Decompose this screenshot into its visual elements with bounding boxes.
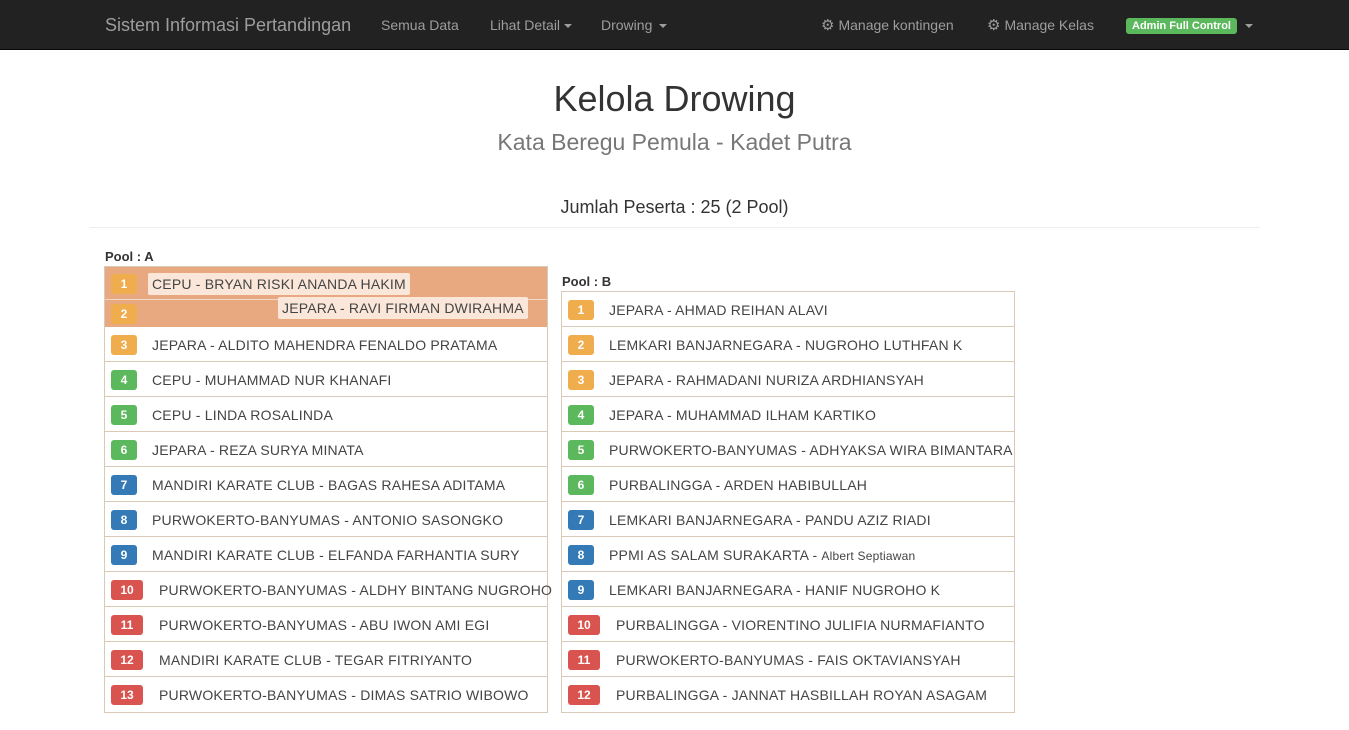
nav-drowing[interactable] <box>601 0 667 50</box>
list-item[interactable] <box>562 432 1014 467</box>
nav-semua-data[interactable]: Semua Data <box>381 17 459 33</box>
list-item[interactable] <box>562 397 1014 432</box>
participant-name <box>609 547 915 563</box>
pool-a-label: Pool : A <box>105 249 154 264</box>
list-item[interactable] <box>562 502 1014 537</box>
number-badge: 4 <box>111 370 137 390</box>
participant-name-text: PURBALINGGA - JANNAT HASBILLAH ROYAN ASAGAM <box>616 687 988 703</box>
chevron-down-icon <box>1245 24 1253 28</box>
participant-name <box>616 687 987 703</box>
number-badge: 9 <box>568 580 594 600</box>
pool-a-list <box>104 266 553 713</box>
admin-badge: Admin Full Control <box>1126 18 1237 34</box>
participant-name-text: JEPARA - MUHAMMAD ILHAM KARTIKO <box>609 407 877 423</box>
drag-placeholder[interactable] <box>105 267 547 327</box>
participant-name <box>616 617 985 633</box>
list-item[interactable] <box>105 397 547 432</box>
participant-name-text: MANDIRI KARATE CLUB - ELFANDA FARHANTIA SURY <box>152 547 520 563</box>
participant-name-text: MANDIRI KARATE CLUB - TEGAR FITRIYANTO <box>159 652 473 668</box>
number-badge: 1 <box>111 274 137 294</box>
participant-name <box>152 337 497 353</box>
list-item[interactable] <box>562 292 1014 327</box>
number-badge: 2 <box>568 335 594 355</box>
number-badge: 3 <box>568 370 594 390</box>
participant-name <box>616 652 961 668</box>
list-item[interactable] <box>105 502 547 537</box>
list-item[interactable] <box>562 362 1014 397</box>
list-item[interactable] <box>562 642 1014 677</box>
number-badge: 7 <box>568 510 594 530</box>
nav-manage-kontingen-label: Manage kontingen <box>838 17 954 33</box>
participant-name-text: LEMKARI BANJARNEGARA - PANDU AZIZ RIADI <box>609 512 931 528</box>
participant-name <box>609 582 940 598</box>
number-badge: 10 <box>111 580 143 600</box>
participant-name <box>609 337 962 353</box>
nav-drowing-label: Drowing <box>601 17 653 33</box>
number-badge: 3 <box>111 335 137 355</box>
participant-name-text: PURWOKERTO-BANYUMAS - ANTONIO SASONGKO <box>152 512 504 528</box>
list-item[interactable] <box>562 467 1014 502</box>
nav-manage-kelas[interactable] <box>987 0 1094 50</box>
top-navbar <box>0 0 1349 50</box>
number-badge: 12 <box>111 650 143 670</box>
number-badge: 4 <box>568 405 594 425</box>
participant-name-text: CEPU - MUHAMMAD NUR KHANAFI <box>152 372 392 388</box>
participant-name-text: PURWOKERTO-BANYUMAS - ALDHY BINTANG NUGROHO <box>159 582 553 598</box>
participant-name <box>609 302 828 318</box>
participant-name <box>152 372 392 388</box>
participant-name <box>152 512 503 528</box>
participant-name-text: LEMKARI BANJARNEGARA - HANIF NUGROHO K <box>609 582 941 598</box>
pool-b-list <box>561 291 1015 713</box>
page-title: Kelola Drowing <box>553 78 796 119</box>
participant-name <box>159 617 489 633</box>
list-item[interactable] <box>105 642 547 677</box>
chevron-down-icon <box>564 24 572 28</box>
list-item[interactable] <box>105 572 553 607</box>
dragged-item[interactable]: JEPARA - RAVI FIRMAN DWIRAHMA <box>278 297 528 319</box>
participant-name <box>609 512 931 528</box>
participant-name-text: JEPARA - ALDITO MAHENDRA FENALDO PRATAMA <box>152 337 498 353</box>
participant-name-text: PURWOKERTO-BANYUMAS - ADHYAKSA WIRA BIMANTARA <box>609 442 1013 458</box>
number-badge: 13 <box>111 685 143 705</box>
list-item[interactable] <box>562 607 1014 642</box>
number-badge: 2 <box>111 304 137 324</box>
participant-name-text: MANDIRI KARATE CLUB - BAGAS RAHESA ADITAMA <box>152 477 506 493</box>
participant-name-text: JEPARA - REZA SURYA MINATA <box>152 442 364 458</box>
participant-name <box>159 652 472 668</box>
nav-manage-kontingen[interactable] <box>821 0 954 50</box>
nav-lihat-detail-label: Lihat Detail <box>490 17 561 33</box>
gear-icon: ⚙ <box>987 17 1001 34</box>
participant-name <box>609 372 924 388</box>
list-item[interactable] <box>105 327 547 362</box>
list-item[interactable] <box>105 362 547 397</box>
list-item[interactable] <box>562 327 1014 362</box>
divider <box>90 227 1260 228</box>
number-badge: 8 <box>568 545 594 565</box>
participant-name-text: PURBALINGGA - VIORENTINO JULIFIA NURMAFIANTO <box>616 617 985 633</box>
participant-name <box>152 477 505 493</box>
number-badge: 12 <box>568 685 600 705</box>
participant-name <box>609 477 867 493</box>
participant-name <box>609 442 1013 458</box>
list-item[interactable] <box>105 677 547 712</box>
participant-name-text: CEPU - LINDA ROSALINDA <box>152 407 333 423</box>
number-badge: 7 <box>111 475 137 495</box>
participant-name-text: PURWOKERTO-BANYUMAS - FAIS OKTAVIANSYAH <box>616 652 961 668</box>
participant-name-text: PURBALINGGA - ARDEN HABIBULLAH <box>609 477 868 493</box>
number-badge: 9 <box>111 545 137 565</box>
nav-lihat-detail[interactable] <box>490 0 572 50</box>
number-badge: 6 <box>111 440 137 460</box>
participant-name <box>159 582 552 598</box>
participant-name <box>152 547 520 563</box>
participant-name-text: PURWOKERTO-BANYUMAS - DIMAS SATRIO WIBOWO <box>159 687 529 703</box>
pool-b-label: Pool : B <box>562 274 612 289</box>
number-badge: 5 <box>111 405 137 425</box>
dragged-item[interactable]: CEPU - BRYAN RISKI ANANDA HAKIM <box>148 273 410 295</box>
participant-name <box>159 687 529 703</box>
participant-name-text: PPMI AS SALAM SURAKARTA - <box>609 547 822 563</box>
number-badge: 6 <box>568 475 594 495</box>
number-badge: 5 <box>568 440 594 460</box>
gear-icon: ⚙ <box>821 17 835 34</box>
list-item[interactable] <box>562 677 1014 712</box>
number-badge: 1 <box>568 300 594 320</box>
list-item[interactable] <box>105 537 547 572</box>
participant-count: Jumlah Peserta : 25 (2 Pool) <box>560 197 789 217</box>
number-badge: 8 <box>111 510 137 530</box>
list-item[interactable] <box>562 537 1014 572</box>
nav-manage-kelas-label: Manage Kelas <box>1004 17 1094 33</box>
participant-name <box>152 442 364 458</box>
participant-name-text: JEPARA - AHMAD REIHAN ALAVI <box>609 302 828 318</box>
participant-name-text: PURWOKERTO-BANYUMAS - ABU IWON AMI EGI <box>159 617 490 633</box>
navbar-brand[interactable]: Sistem Informasi Pertandingan <box>105 15 352 35</box>
page-subtitle: Kata Beregu Pemula - Kadet Putra <box>497 129 852 155</box>
participant-name-small: Albert Septiawan <box>821 549 916 563</box>
list-item[interactable] <box>562 572 1014 607</box>
number-badge: 11 <box>111 615 143 635</box>
list-item[interactable] <box>105 432 547 467</box>
participant-name-text: LEMKARI BANJARNEGARA - NUGROHO LUTHFAN K <box>609 337 963 353</box>
participant-name <box>152 407 333 423</box>
participant-name-text: JEPARA - RAHMADANI NURIZA ARDHIANSYAH <box>609 372 924 388</box>
participant-name <box>609 407 876 423</box>
chevron-down-icon <box>659 24 667 28</box>
nav-admin-menu[interactable] <box>1126 0 1253 50</box>
number-badge: 10 <box>568 615 600 635</box>
list-item[interactable] <box>105 607 547 642</box>
number-badge: 11 <box>568 650 600 670</box>
list-item[interactable] <box>105 467 547 502</box>
